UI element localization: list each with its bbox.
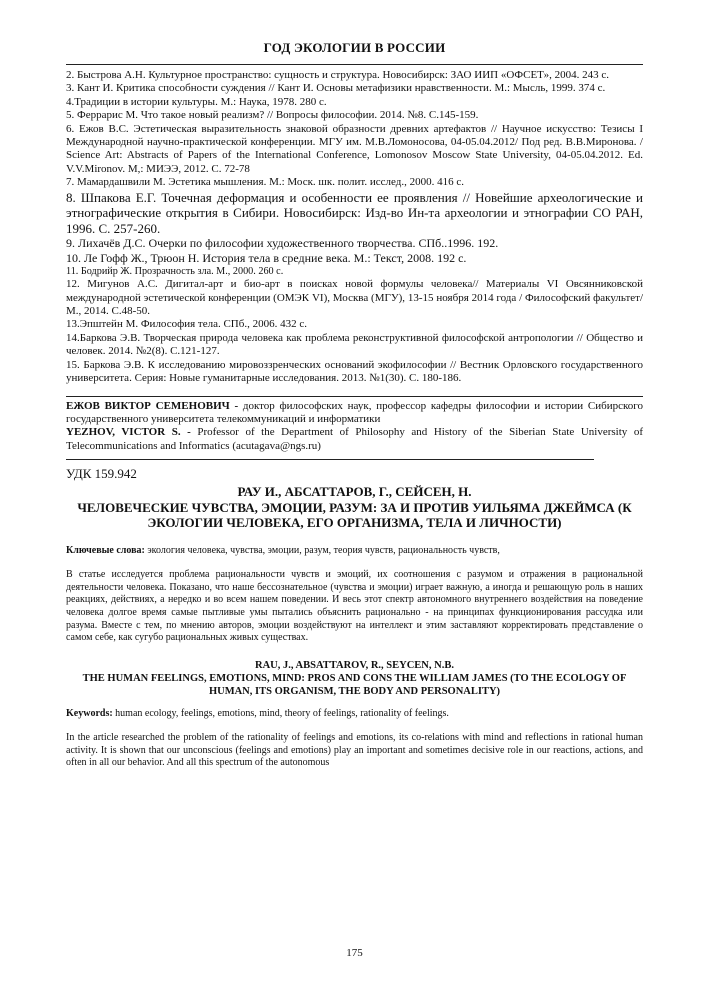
reference-item: 7. Мамардашвили М. Эстетика мышления. М.: Моск. шк. полит. исслед., 2000. 416 с. bbox=[66, 176, 464, 189]
reference-item: 11. Бодрийр Ж. Прозрачность зла. М., 2000. 260 с. bbox=[66, 266, 284, 278]
keywords-text-ru: экология человека, чувства, эмоции, разум, теория чувств, рациональность чувств, bbox=[144, 544, 500, 556]
reference-item: 9. Лихачёв Д.С. Очерки по философии художественного творчества. СПб..1996. 192. bbox=[66, 236, 499, 251]
reference-item: 15. Баркова Э.В. К исследованию мировоззренческих оснований экофилософии // Вестник Орловского государственного университета. Серия: Новые гуманитарные исследования. 2013. №1(30). С. 180-186. bbox=[66, 358, 643, 385]
author-rule bbox=[66, 396, 643, 397]
keywords-label-en: Keywords: bbox=[66, 707, 113, 719]
article-authors-ru: РАУ И., АБСАТТАРОВ, Г., СЕЙСЕН, Н. bbox=[237, 484, 472, 500]
abstract-en: In the article researched the problem of the rationality of feelings and emotions, its co-relations with mind and reflections in rational human activity. It is shown that our unconscious (feelings and emotions) play an important and sometimes decisive role in our reactions, actions, and often in all our behavior. And all this spectrum of the autonomous bbox=[66, 732, 643, 769]
author-name-en: YEZHOV, VICTOR S. - bbox=[66, 426, 191, 439]
reference-item: 12. Мигунов А.С. Дигитал-арт и био-арт в поисках новой формулы человека// Материалы VI Овсянниковской международной эстетической конференции (ОМЭК VI), Москва (МГУ), 13-15 ноября 2014 года / Философский факультет/ М., 2014. С.48-50. bbox=[66, 278, 643, 318]
author-info-ru bbox=[66, 400, 643, 427]
author-info-en bbox=[66, 426, 643, 453]
page-number: 175 bbox=[346, 947, 363, 959]
article-title-ru: ЧЕЛОВЕЧЕСКИЕ ЧУВСТВА, ЭМОЦИИ, РАЗУМ: ЗА И ПРОТИВ УИЛЬЯМА ДЖЕЙМСА (К ЭКОЛОГИИ ЧЕЛОВЕКА, ЕГО ОРГАНИЗМА, ТЕЛА И ЛИЧНОСТИ) bbox=[77, 499, 632, 531]
article-title-en: THE HUMAN FEELINGS, EMOTIONS, MIND: PROS AND CONS THE WILLIAM JAMES (TO THE ECOLOGY OF HUMAN, ITS ORGANISM, THE BODY AND PERSONALITY) bbox=[82, 672, 627, 697]
keywords-en bbox=[66, 708, 643, 721]
page bbox=[66, 40, 643, 770]
udk-code: УДК 159.942 bbox=[66, 466, 137, 482]
reference-item: 5. Феррарис М. Что такое новый реализм? // Вопросы философии. 2014. №8. С.145-159. bbox=[66, 109, 479, 122]
section-rule bbox=[66, 459, 594, 460]
reference-item: 10. Ле Гофф Ж., Трюон Н. История тела в средние века. М.: Текст, 2008. 192 с. bbox=[66, 250, 467, 265]
keywords-label-ru: Ключевые слова: bbox=[66, 544, 145, 556]
reference-item: 2. Быстрова А.Н. Культурное пространство: сущность и структура. Новосибирск: ЗАО ИИП «ОФСЕТ», 2004. 243 с. bbox=[66, 69, 609, 81]
header-rule bbox=[66, 64, 643, 65]
running-header: ГОД ЭКОЛОГИИ В РОССИИ bbox=[263, 40, 446, 55]
abstract-ru: В статье исследуется проблема рациональности чувств и эмоций, их соотношения с разумом и отражения в рациональной деятельности человека. Показано, что наше бессознательное (чувства и эмоции) играет важную, а иногда и решающую роль в наших реакциях, действиях, а нередко и во всем нашем поведении. И весь этот спектр автономного внутреннего воздействия на поведение человека долгое время самые пытливые умы пытались объяснить рационально - на принципах функционирования рассудка или разума. Вместе с тем, по мнению авторов, эмоции воздействуют на интеллект и этим заставляют корректировать представление о самом себе, как сугубо рациональных живых существах. bbox=[66, 569, 643, 644]
reference-item: 4.Традиции в истории культуры. М.: Наука, 1978. 280 с. bbox=[66, 95, 327, 108]
reference-item: 8. Шпакова Е.Г. Точечная деформация и особенности ее проявления // Новейшие археологические и этнографические открытия в Сибири. Новосибирск: Изд-во Ин-та археологии и этнографии СО РАН, 1996. С. 257-260. bbox=[66, 189, 643, 236]
author-name-ru: ЕЖОВ ВИКТОР СЕМЕНОВИЧ - bbox=[66, 399, 239, 412]
keywords-ru bbox=[66, 545, 643, 558]
reference-item: 6. Ежов В.С. Эстетическая выразительность знаковой образности древних артефактов // Научное искусство: Тезисы I Международной научно-практической конференции. МГУ им. М.В.Ломоносова, 04-05.04.2012/ Под ред. В.В.Миронова. / Science Art: Abstracts of Papers of the International Conference, Lomonosov Moscow State University, 04-05.04.2012. Ed. V.V.Mironov. М,: МИЭЭ, 2012. С. 72-78 bbox=[66, 122, 643, 175]
author-affiliation-en: Professor of the Department of Philosophy and History of the Siberian State University of Telecommunications and Informatics (acutagava@ngs.ru) bbox=[66, 426, 643, 452]
reference-list bbox=[66, 69, 643, 386]
reference-item: 3. Кант И. Критика способности суждения // Кант И. Основы метафизики нравственности. М.: Мысль, 1999. 374 с. bbox=[66, 82, 606, 95]
keywords-text-en: human ecology, feelings, emotions, mind, theory of feelings, rationality of feelings. bbox=[112, 707, 449, 719]
reference-item: 13.Эпштейн М. Философия тела. СПб., 2006. 432 с. bbox=[66, 318, 307, 331]
author-affiliation-ru: доктор философских наук, профессор кафедры философии и истории Сибирского государственного университета телекоммуникаций и информатики bbox=[66, 399, 643, 425]
reference-item: 14.Баркова Э.В. Творческая природа человека как проблема реконструктивной философской антропологии // Общество и человек. 2014. №2(8). С.121-127. bbox=[66, 331, 643, 358]
article-authors-en: RAU, J., ABSATTAROV, R., SEYCEN, N.B. bbox=[255, 659, 454, 671]
